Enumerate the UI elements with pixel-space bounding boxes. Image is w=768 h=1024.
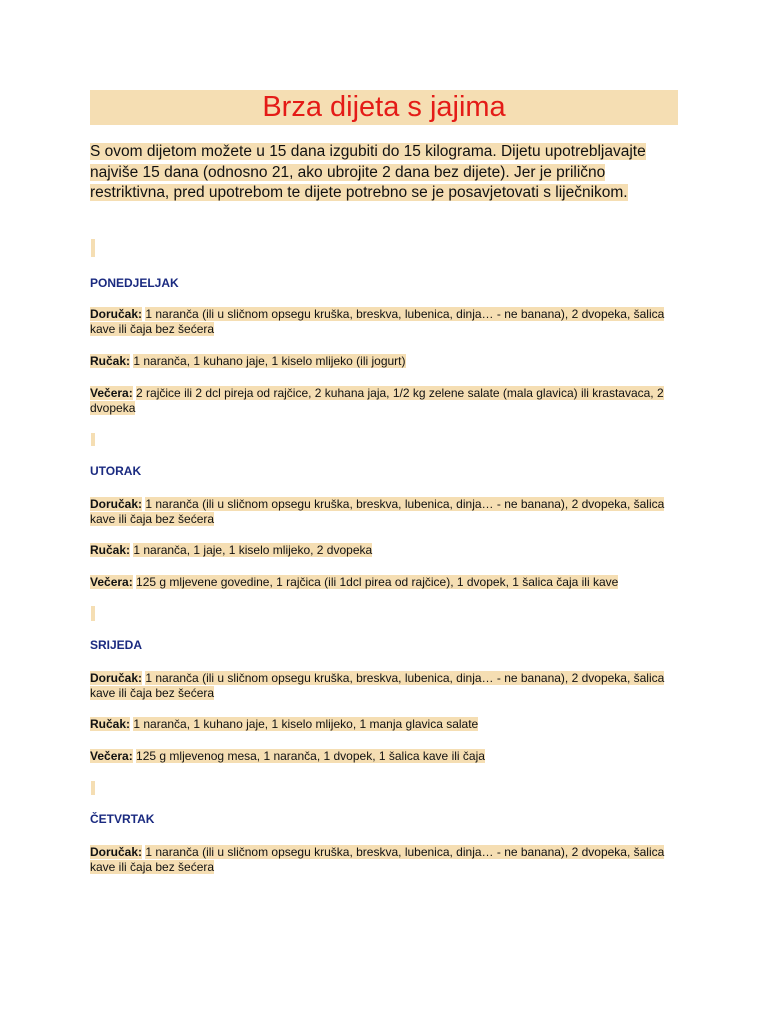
lunch-text: 1 naranča, 1 kuhano jaje, 1 kiselo mlijeko (ili jogurt)	[133, 354, 406, 368]
dinner-label: Večera:	[90, 749, 133, 763]
day-heading-monday: PONEDJELJAK	[90, 276, 179, 290]
day-heading-wednesday: SRIJEDA	[90, 638, 143, 652]
intro-text: S ovom dijetom možete u 15 dana izgubiti do 15 kilograma. Dijetu upotrebljavajte najviše 15 dana (odnosno 21, ako ubrojite 2 dana bez dijete). Jer je prilično restriktivna, pred upotrebom te dijete potrebno se je posavjetovati s liječnikom.	[90, 143, 646, 201]
section-marker	[91, 606, 95, 621]
breakfast-text: 1 naranča (ili u sličnom opsegu kruška, breskva, lubenica, dinja… - ne banana), 2 dvopeka, šalica kave ili čaja bez šećera	[90, 497, 665, 526]
day-heading-thursday: ČETVRTAK	[90, 812, 155, 826]
dinner-text: 2 rajčice ili 2 dcl pireja od rajčice, 2 kuhana jaja, 1/2 kg zelene salate (mala glavica) ili krastavaca, 2 dvopeka	[90, 386, 664, 415]
dinner-label: Večera:	[90, 575, 133, 589]
section-marker	[91, 781, 95, 795]
lunch-label: Ručak:	[90, 354, 131, 368]
breakfast-text: 1 naranča (ili u sličnom opsegu kruška, breskva, lubenica, dinja… - ne banana), 2 dvopeka, šalica kave ili čaja bez šećera	[90, 671, 665, 700]
wednesday-dinner	[90, 749, 680, 764]
section-marker	[91, 433, 95, 446]
tuesday-dinner	[90, 575, 680, 590]
tuesday-breakfast	[90, 497, 680, 527]
breakfast-label: Doručak:	[90, 671, 143, 685]
section-marker	[91, 239, 95, 257]
intro-paragraph	[90, 142, 650, 204]
thursday-breakfast	[90, 845, 680, 875]
dinner-text: 125 g mljevene govedine, 1 rajčica (ili 1dcl pirea od rajčice), 1 dvopek, 1 šalica čaja ili kave	[136, 575, 619, 589]
wednesday-lunch	[90, 717, 680, 732]
breakfast-label: Doručak:	[90, 845, 143, 859]
lunch-text: 1 naranča, 1 jaje, 1 kiselo mlijeko, 2 dvopeka	[133, 543, 373, 557]
lunch-label: Ručak:	[90, 717, 131, 731]
lunch-text: 1 naranča, 1 kuhano jaje, 1 kiselo mlijeko, 1 manja glavica salate	[133, 717, 479, 731]
monday-dinner	[90, 386, 680, 416]
dinner-text: 125 g mljevenog mesa, 1 naranča, 1 dvopek, 1 šalica kave ili čaja	[136, 749, 485, 763]
monday-breakfast	[90, 307, 680, 337]
breakfast-text: 1 naranča (ili u sličnom opsegu kruška, breskva, lubenica, dinja… - ne banana), 2 dvopeka, šalica kave ili čaja bez šećera	[90, 845, 665, 874]
breakfast-label: Doručak:	[90, 307, 143, 321]
page-title: Brza dijeta s jajima	[90, 90, 678, 125]
breakfast-text: 1 naranča (ili u sličnom opsegu kruška, breskva, lubenica, dinja… - ne banana), 2 dvopeka, šalica kave ili čaja bez šećera	[90, 307, 665, 336]
monday-lunch	[90, 354, 680, 369]
wednesday-breakfast	[90, 671, 680, 701]
day-heading-tuesday: UTORAK	[90, 464, 142, 478]
breakfast-label: Doručak:	[90, 497, 143, 511]
dinner-label: Večera:	[90, 386, 133, 400]
lunch-label: Ručak:	[90, 543, 131, 557]
tuesday-lunch	[90, 543, 680, 558]
